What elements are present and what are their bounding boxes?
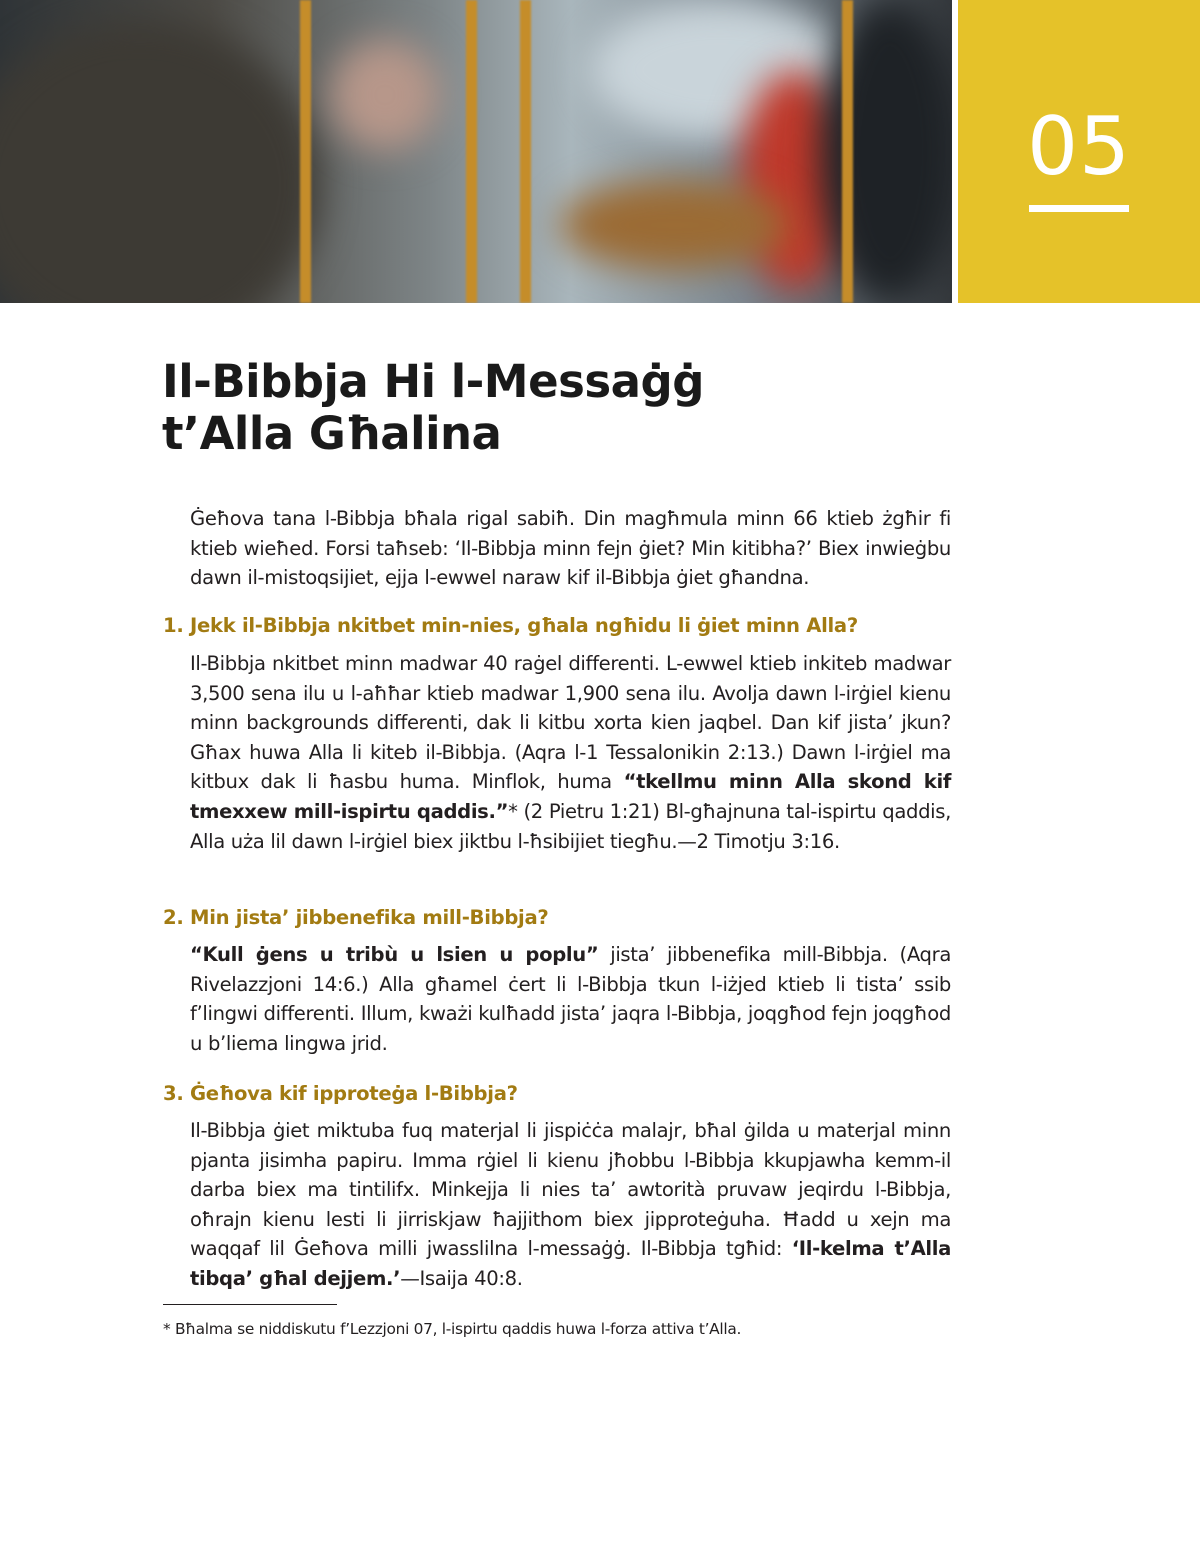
answer-3-quote: ‘Il-kelma t’Alla tibqa’ għal dejjem.’ (190, 1237, 951, 1290)
title-line-1: Il-Bibbja Hi l-Messaġġ (162, 355, 704, 408)
footnote-divider (163, 1304, 337, 1305)
page-title (162, 356, 922, 460)
answer-3 (190, 1116, 951, 1294)
answer-1 (190, 649, 951, 856)
intro-paragraph: Ġeħova tana l-Bibbja bħala rigal sabiħ. Din magħmula minn 66 ktieb żgħir fi ktieb wieħed. Forsi taħseb: ‘Il-Bibbja minn fejn ġiet? Min kitibha?’ Biex inwieġbu dawn il-mistoqsijiet, ejja l-ewwel naraw kif il-Bibbja ġiet għandna. (190, 507, 951, 590)
question-3: 3. Ġeħova kif ipproteġa l-Bibbja? (163, 1082, 518, 1105)
answer-1-text: Il-Bibbja nkitbet minn madwar 40 raġel differenti. L-ewwel ktieb inkiteb madwar 3,500 sena ilu u l-aħħar ktieb madwar 1,900 sena ilu. Avolja dawn l-irġiel kienu minn backgrounds differenti, dak li kitbu xorta kien jaqbel. Dan kif jista’ jkun? Għax huwa Alla li kiteb il-Bibbja. (Aqra l-1 Tessalonikin 2:13.) Dawn l-irġiel ma kitbux dak li ħasbu huma. Minflok, huma (190, 652, 951, 794)
answer-3-text-after: —Isaija 40:8. (400, 1266, 523, 1290)
answer-2-text: jista’ jibbenefika mill-Bibbja. (Aqra Rivelazzjoni 14:6.) Alla għamel ċert li l-Bibbja tkun l-iżjed ktieb li tista’ ssib f’lingwi differenti. Illum, kważi kulħadd jista’ jaqra l-Bibbja, joqgħod fejn joqgħod u b’liema lingwa jrid. (190, 943, 952, 1055)
header-photo-bus-reader (0, 0, 952, 303)
footnote: * Bħalma se niddiskutu f’Lezzjoni 07, l-ispirtu qaddis huwa l-forza attiva t’Alla. (163, 1320, 742, 1338)
answer-2-quote: “Kull ġens u tribù u lsien u poplu” (190, 943, 599, 966)
answer-2 (190, 940, 951, 1058)
question-2: 2. Min jista’ jibbenefika mill-Bibbja? (163, 906, 549, 929)
chapter-number: 05 (1027, 100, 1131, 193)
chapter-underline (1029, 205, 1129, 212)
answer-1-quote: “tkellmu minn Alla skond kif tmexxew mill-ispirtu qaddis.” (190, 770, 952, 823)
answer-1-text-after: * (2 Pietru 1:21) Bl-għajnuna tal-ispirtu qaddis, Alla uża lil dawn l-irġiel biex jiktbu l-ħsibijiet tiegħu.—2 Timotju 3:16. (190, 799, 952, 853)
answer-3-text: Il-Bibbja ġiet miktuba fuq materjal li jispiċċa malajr, bħal ġilda u materjal minn pjanta jisimha papiru. Imma rġiel li kienu jħobbu l-Bibbja kkupjawha kemm-il darba biex ma tintilifx. Minkejja li nies ta’ awtorità pruvaw jeqirdu l-Bibbja, oħrajn kienu lesti li jirriskjaw ħajjithom biex jipproteġuha. Ħadd u xejn ma waqqaf lil Ġeħova milli jwasslilna l-messaġġ. Il-Bibbja tgħid: (190, 1119, 951, 1261)
question-1: 1. Jekk il-Bibbja nkitbet min-nies, għala ngħidu li ġiet minn Alla? (163, 614, 858, 637)
title-line-2: t’Alla Għalina (162, 407, 502, 460)
chapter-number-box (958, 0, 1200, 303)
